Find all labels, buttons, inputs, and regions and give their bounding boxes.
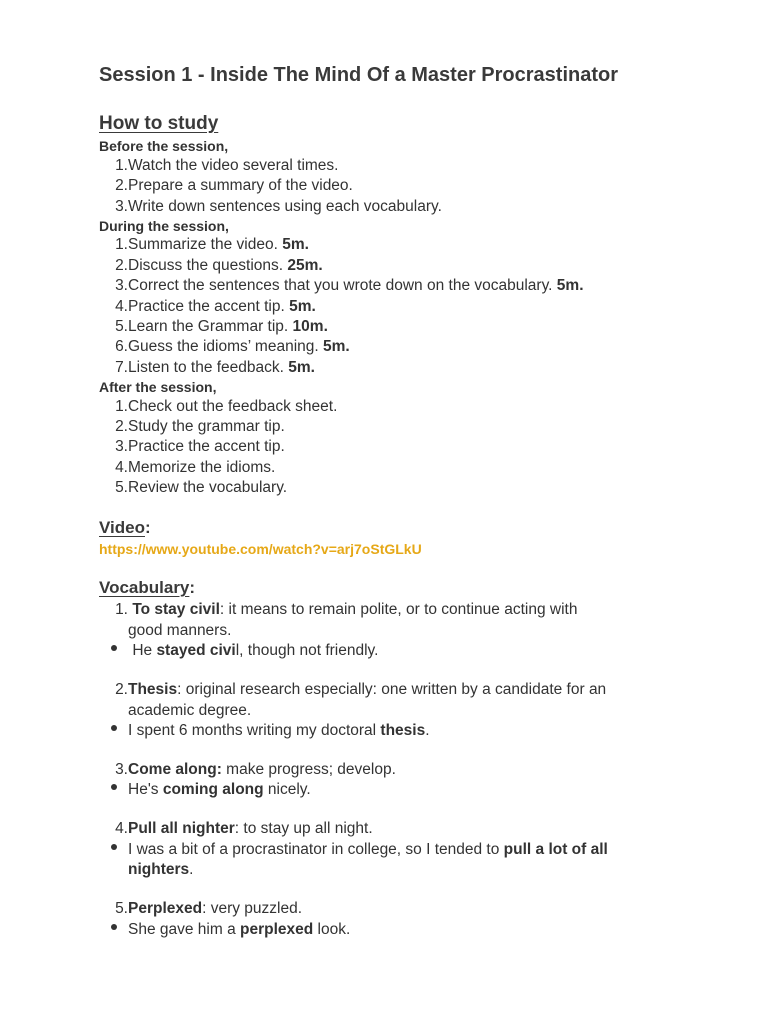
vocab-definition-cont: academic degree. <box>128 702 252 719</box>
list-item: 5.Learn the Grammar tip. 10m. <box>115 318 328 335</box>
vocab-example: I was a bit of a procrastinator in college, so I tended to pull a lot of all <box>128 841 608 858</box>
list-item: 5.Review the vocabulary. <box>115 479 288 496</box>
vocab-definition-cont: good manners. <box>128 622 232 639</box>
page-title: Session 1 - Inside The Mind Of a Master Procrastinator <box>99 64 619 86</box>
vocab-definition: 4.Pull all nighter: to stay up all night. <box>115 820 373 837</box>
list-item: 2.Discuss the questions. 25m. <box>115 257 323 274</box>
list-item: 1.Summarize the video. 5m. <box>115 236 309 253</box>
vocab-definition: 1. To stay civil: it means to remain polite, or to continue acting with <box>115 601 578 618</box>
list-item: 3.Write down sentences using each vocabulary. <box>115 198 442 215</box>
vocab-example: She gave him a perplexed look. <box>128 921 351 938</box>
list-item: 4.Practice the accent tip. 5m. <box>115 298 316 315</box>
video-heading: Video: <box>99 518 151 537</box>
list-item: 2.Study the grammar tip. <box>115 418 285 435</box>
before-session-label: Before the session, <box>99 138 229 154</box>
after-session-label: After the session, <box>99 379 217 395</box>
list-item: 3.Practice the accent tip. <box>115 438 285 455</box>
list-item: 4.Memorize the idioms. <box>115 459 276 476</box>
list-item: 6.Guess the idioms’ meaning. 5m. <box>115 338 350 355</box>
list-item: 7.Listen to the feedback. 5m. <box>115 359 315 376</box>
vocab-example: He stayed civil, though not friendly. <box>132 642 379 659</box>
vocabulary-heading: Vocabulary: <box>99 578 196 597</box>
vocab-definition: 3.Come along: make progress; develop. <box>115 761 396 778</box>
vocab-example: I spent 6 months writing my doctoral thesis. <box>128 722 430 739</box>
vocab-definition: 2.Thesis: original research especially: one written by a candidate for an <box>115 681 607 698</box>
during-session-label: During the session, <box>99 218 229 234</box>
how-to-study-heading: How to study <box>99 113 219 134</box>
vocab-example: He's coming along nicely. <box>128 781 311 798</box>
vocab-example-cont: nighters. <box>128 861 194 878</box>
list-item: 2.Prepare a summary of the video. <box>115 177 353 194</box>
list-item: 1.Check out the feedback sheet. <box>115 398 338 415</box>
vocab-definition: 5.Perplexed: very puzzled. <box>115 900 303 917</box>
list-item: 3.Correct the sentences that you wrote down on the vocabulary. 5m. <box>115 277 584 294</box>
video-link[interactable]: https://www.youtube.com/watch?v=arj7oStGLkU <box>99 541 422 557</box>
list-item: 1.Watch the video several times. <box>115 157 339 174</box>
